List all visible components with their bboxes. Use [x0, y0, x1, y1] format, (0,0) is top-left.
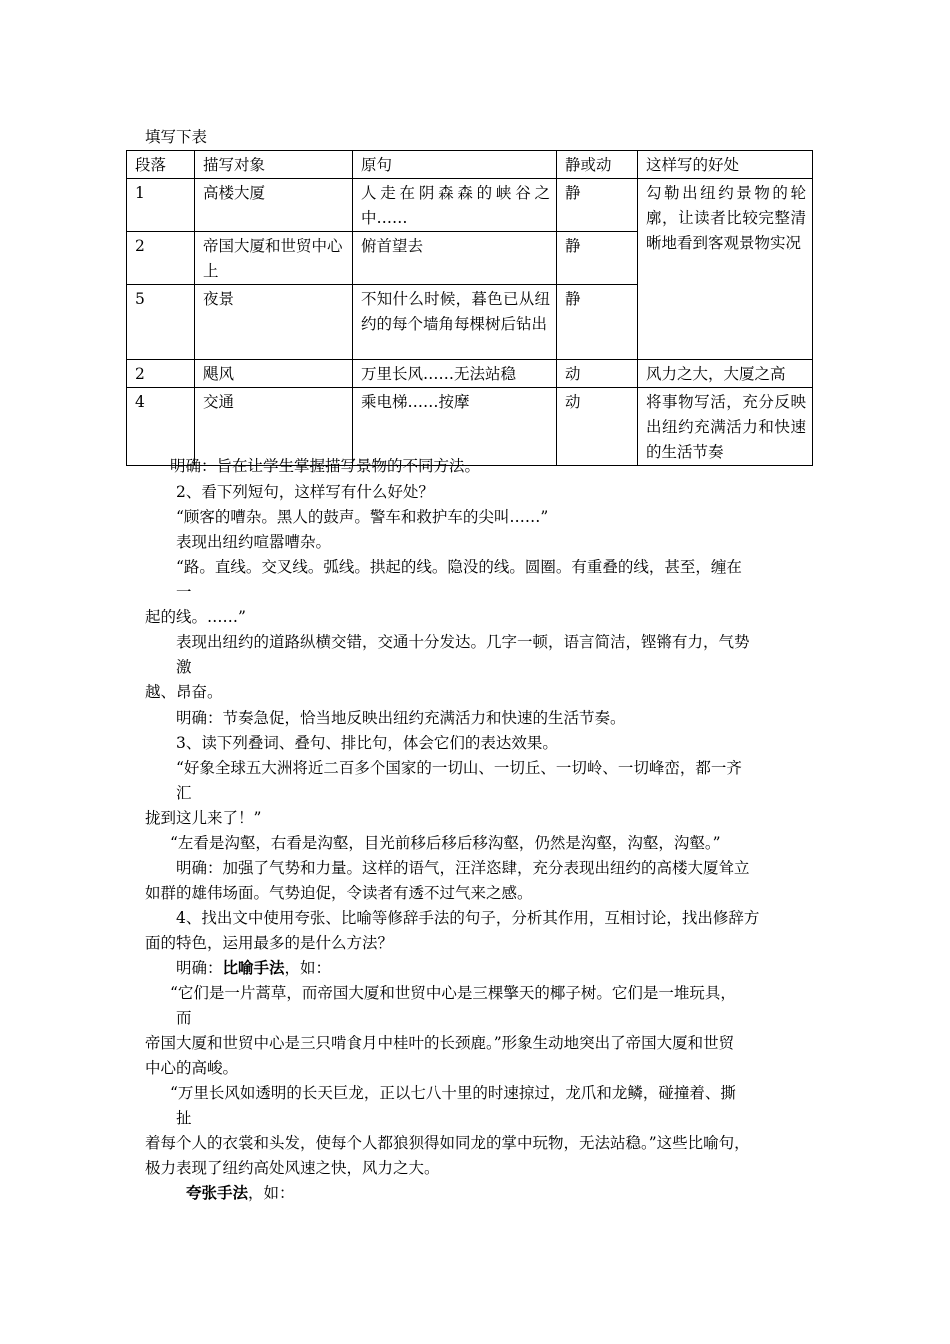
cell-para: 1	[127, 179, 195, 232]
cell-object: 夜景	[195, 285, 353, 360]
quote-line: 着每个人的衣裳和头发，使每个人都狼狈得如同龙的掌中玩物，无法站稳。”这些比喻句，	[145, 1134, 750, 1152]
quote-line: “它们是一片蒿草，而帝国大厦和世贸中心是三棵擎天的椰子树。它们是一堆玩具，	[170, 984, 736, 1002]
cell-para: 4	[127, 388, 195, 466]
question-line: 2、看下列短句，这样写有什么好处？	[176, 483, 434, 501]
quote-line: “左看是沟壑，右看是沟壑，目光前移后移后移沟壑，仍然是沟壑，沟壑，沟壑。”	[170, 834, 721, 852]
quote-line: 扯	[176, 1109, 192, 1127]
cell-object: 帝国大厦和世贸中心上	[195, 232, 353, 285]
paragraph-line: 极力表现了纽约高处风速之快，风力之大。	[145, 1159, 440, 1177]
quote-line: “万里长风如透明的长天巨龙，正以七八十里的时速掠过，龙爪和龙鳞，碰撞着、撕	[170, 1084, 736, 1102]
cell-para: 2	[127, 232, 195, 285]
quote-line: 起的线。……”	[145, 608, 246, 626]
cell-type: 静	[557, 179, 638, 232]
cell-type: 动	[557, 360, 638, 388]
cell-type: 静	[557, 285, 638, 360]
header-cell: 静或动	[557, 151, 638, 179]
bold-term: 比喻手法	[222, 958, 285, 977]
question-line: 3、读下列叠词、叠句、排比句，体会它们的表达效果。	[176, 734, 558, 752]
quote-line: 而	[176, 1009, 192, 1027]
cell-object: 交通	[195, 388, 353, 466]
paragraph-line: 激	[176, 658, 192, 676]
question-line: 面的特色，运用最多的是什么方法？	[145, 934, 394, 952]
cell-object: 飓风	[195, 360, 353, 388]
cell-sentence: 俯首望去	[353, 232, 557, 285]
quote-line: 中心的高峻。	[145, 1059, 239, 1077]
question-line: 4、找出文中使用夸张、比喻等修辞手法的句子，分析其作用，互相讨论，找出修辞方	[176, 909, 760, 927]
cell-benefit: 将事物写活，充分反映出纽约充满活力和快速的生活节奏	[638, 388, 813, 466]
table-row	[127, 179, 813, 232]
paragraph-line: 表现出纽约的道路纵横交错，交通十分发达。几字一顿，语言简洁，铿锵有力，气势	[176, 633, 750, 651]
cell-sentence: 人走在阴森森的峡谷之中……	[353, 179, 557, 232]
header-cell: 这样写的好处	[638, 151, 813, 179]
paragraph-line	[186, 1183, 295, 1203]
quote-line: “好象全球五大洲将近二百多个国家的一切山、一切丘、一切岭、一切峰峦，都一齐	[176, 759, 742, 777]
cell-sentence: 乘电梯……按摩	[353, 388, 557, 466]
paragraph-line	[176, 958, 331, 978]
cell-object: 高楼大厦	[195, 179, 353, 232]
cell-sentence: 万里长风……无法站稳	[353, 360, 557, 388]
cell-benefit: 风力之大，大厦之高	[638, 360, 813, 388]
quote-line: 拢到这儿来了！”	[145, 809, 262, 827]
cell-type: 动	[557, 388, 638, 466]
paragraph-line: 明确：加强了气势和力量。这样的语气，汪洋恣肆，充分表现出纽约的高楼大厦耸立	[176, 859, 750, 877]
cell-benefit-static: 勾勒出纽约景物的轮廓，让读者比较完整清晰地看到客观景物实况	[638, 179, 813, 360]
table-header-row	[127, 151, 813, 179]
paragraph-line: 越、昂奋。	[145, 683, 223, 701]
cell-type: 静	[557, 232, 638, 285]
cell-sentence: 不知什么时候，暮色已从纽约的每个墙角每棵树后钻出	[353, 285, 557, 360]
quote-line: “路。直线。交叉线。弧线。拱起的线。隐没的线。圆圈。有重叠的线，甚至，缠在	[176, 558, 742, 576]
header-cell: 描写对象	[195, 151, 353, 179]
paragraph-line: 明确：旨在让学生掌握描写景物的不同方法。	[170, 457, 481, 475]
bold-term: 夸张手法	[186, 1183, 249, 1202]
quote-line: 汇	[176, 784, 192, 802]
description-table	[126, 150, 813, 466]
cell-para: 5	[127, 285, 195, 360]
table-row	[127, 388, 813, 466]
cell-para: 2	[127, 360, 195, 388]
paragraph-line: 如群的雄伟场面。气势迫促，令读者有透不过气来之感。	[145, 884, 533, 902]
quote-line: 一	[176, 583, 192, 601]
header-cell: 段落	[127, 151, 195, 179]
table-row	[127, 360, 813, 388]
paragraph-line: 表现出纽约喧嚣嘈杂。	[176, 533, 332, 551]
label-text: 明确：	[176, 959, 223, 977]
label-text: ，如：	[284, 959, 332, 977]
paragraph-line: 明确：节奏急促，恰当地反映出纽约充满活力和快速的生活节奏。	[176, 709, 626, 727]
header-cell: 原句	[353, 151, 557, 179]
table-caption: 填写下表	[145, 128, 208, 146]
quote-line: 帝国大厦和世贸中心是三只啃食月中桂叶的长颈鹿。”形象生动地突出了帝国大厦和世贸	[145, 1034, 735, 1052]
quote-line: “顾客的嘈杂。黑人的鼓声。警车和救护车的尖叫……”	[176, 508, 549, 526]
label-text: ，如：	[248, 1184, 295, 1202]
